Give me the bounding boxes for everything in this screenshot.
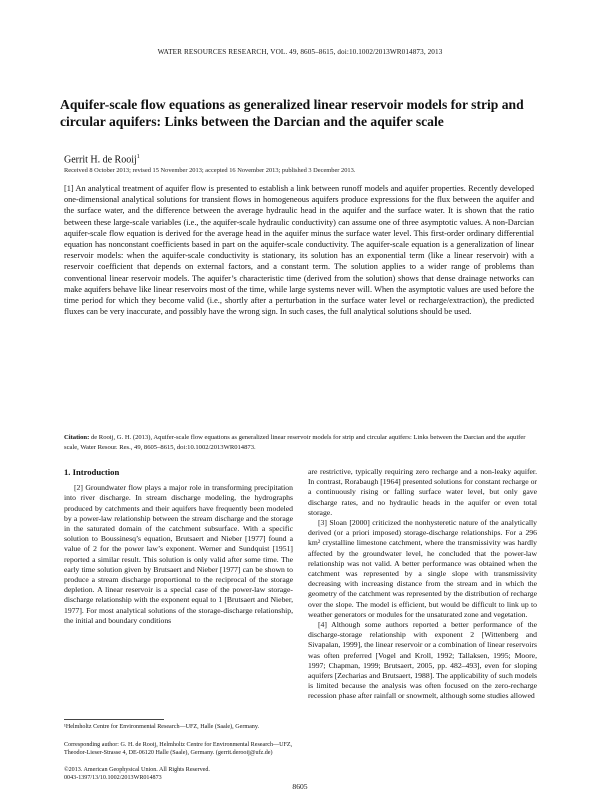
paragraph-text: are restrictive, typically requiring zero recharge and a non-leaky aquifer. In contrast, Rorabaugh [1964] presented solutions for constant recharge or a continuously rising or falling surface water level, but only gave discharge rates, and no hydraulic heads in the aquifer or even total storage. bbox=[308, 467, 537, 517]
paragraph-text: Sloan [2000] criticized the nonhysteretic nature of the analytically derived (or a priori imposed) storage-discharge relationships. For a 296 km² crystalline limestone catchment, where the transmissivity was hardly affected by the groundwater level, he concluded that the power-law relationship was not valid. A better performance was obtained when the catchment was represented by a single slope with transmissivity decreasing with increasing distance from the stream and in which the geometry of the catchment was represented by the distribution of recharge over the slope. The model is efficient, but would be difficult to link up to weather generators or modules for the unsaturated zone and vegetation. bbox=[308, 518, 537, 619]
paragraph bbox=[64, 483, 293, 626]
citation bbox=[64, 433, 540, 452]
paragraph bbox=[308, 620, 537, 702]
paragraph bbox=[308, 518, 537, 620]
paragraph-number: [4] bbox=[318, 620, 327, 630]
abstract-paragraph-number: [1] bbox=[64, 184, 74, 193]
citation-text: de Rooij, G. H. (2013), Aquifer-scale flow equations as generalized linear reservoir models for strip and circular aquifers: Links between the Darcian and the aquifer scale, Water Resour. Res., 49, 8605–8615, doi:10.1002/2013WR014873. bbox=[64, 434, 526, 451]
footnote-corresponding-author: Corresponding author: G. H. de Rooij, Helmholtz Centre for Environmental Research—UFZ, Theodor-Lieser-Strasse 4, DE-06120 Halle (Saale), Germany. (gerrit.derooij@ufz.de) bbox=[64, 742, 293, 757]
abstract-text: An analytical treatment of aquifer flow is presented to establish a link between runoff models and aquifer properties. Recently developed one-dimensional analytical solutions for transient flows in homogeneous aquifers produce expressions for the flux between the aquifer and the surface water, and the difference between the average hydraulic head in the aquifer and the surface water. It is shown that the ratio between these large-scale variables (i.e., the aquifer-scale hydraulic conductivity) can assume one of three asymptotic values. A non-Darcian aquifer-scale flow equation is derived for the average head in the aquifer minus the surface water level. This first-order ordinary differential equation has nonconstant coefficients based in part on the aquifer-scale conductivity. The aquifer-scale equation is a generalization of linear reservoir models: when the aquifer-scale conductivity is stationary, its solution has an exponential term (like a linear reservoir) with a reservoir coefficient that depends on external factors, and a constant term. The solution applies to a wider range of problems than conventional linear reservoir models. The aquifer’s characteristic time (derived from the solution) shows that dense drainage networks can make aquifers behave like linear reservoirs most of the time, while large systems never will. When the asymptotic values are used before the time period for which they become valid (i.e., shortly after a perturbation in the surface water level or recharge/extraction), the predicted fluxes can be very inaccurate, and possibly have the wrong sign. In such cases, the full analytical solutions should be used. bbox=[64, 184, 534, 317]
paragraph bbox=[308, 467, 537, 518]
paragraph-number: [3] bbox=[318, 518, 327, 528]
citation-label: Citation: bbox=[64, 434, 90, 441]
section-heading: 1. Introduction bbox=[64, 467, 120, 477]
right-column bbox=[308, 467, 537, 702]
footnote-divider bbox=[64, 719, 164, 720]
author-line bbox=[64, 154, 140, 165]
left-column bbox=[64, 467, 293, 626]
paragraph-text: Although some authors reported a better performance of the discharge-storage relationship with exponent 2 [Wittenberg and Sivapalan, 1999], the linear reservoir or a combination of linear reservoirs was often preferred [Vogel and Kroll, 1992; Tallaksen, 1995; Moore, 1997; Chapman, 1999; Brutsaert, 2005, pp. 482–493], even for sloping aquifers [Zecharias and Brutsaert, 1988]. The applicability of such models is limited because the analysis was often focused on the zero-recharge recession phase after rainfall or snowmelt, although some studies allowed bbox=[308, 620, 538, 701]
abstract bbox=[64, 183, 534, 317]
footnote-copyright: ©2013. American Geophysical Union. All Rights Reserved. bbox=[64, 767, 210, 773]
footnote-affiliation: ¹Helmholtz Centre for Environmental Research—UFZ, Halle (Saale), Germany. bbox=[64, 724, 260, 730]
publication-dates: Received 8 October 2013; revised 15 November 2013; accepted 16 November 2013; published 3 December 2013. bbox=[64, 167, 356, 174]
paragraph-text: Groundwater flow plays a major role in transforming precipitation into river discharge. In stream discharge modeling, the hydrographs produced by catchments and their aquifers have frequently been modeled by a power-law relationship between the stream discharge and the storage in the saturated domain of the catchment subsurface. With a specific solution to Boussinesq’s equation, Brutsaert and Nieber [1977] found a value of 2 for the power law’s exponent. Werner and Sundquist [1951] reported a similar result. This solution is only valid after some time. The early time solution given by Brutsaert and Nieber [1977] can be shown to produce a stream discharge proportional to the reciprocal of the storage depletion. A linear reservoir is a special case of the power-law storage-discharge relationship with the exponent equal to 1 [Brutsaert and Nieber, 1977]. For most analytical solutions of the storage-discharge relationship, the initial and boundary conditions bbox=[64, 483, 293, 625]
paragraph-number: [2] bbox=[74, 483, 83, 493]
footnote-issn: 0043-1397/13/10.1002/2013WR014873 bbox=[64, 775, 162, 781]
author-affiliation-mark: 1 bbox=[136, 154, 140, 160]
author-name: Gerrit H. de Rooij bbox=[64, 154, 137, 166]
page-number: 8605 bbox=[292, 782, 308, 791]
article-title: Aquifer-scale flow equations as generalized linear reservoir models for strip and circular aquifers: Links between the Darcian and the aquifer scale bbox=[60, 97, 524, 129]
running-head: WATER RESOURCES RESEARCH, VOL. 49, 8605–8615, doi:10.1002/2013WR014873, 2013 bbox=[157, 48, 443, 56]
